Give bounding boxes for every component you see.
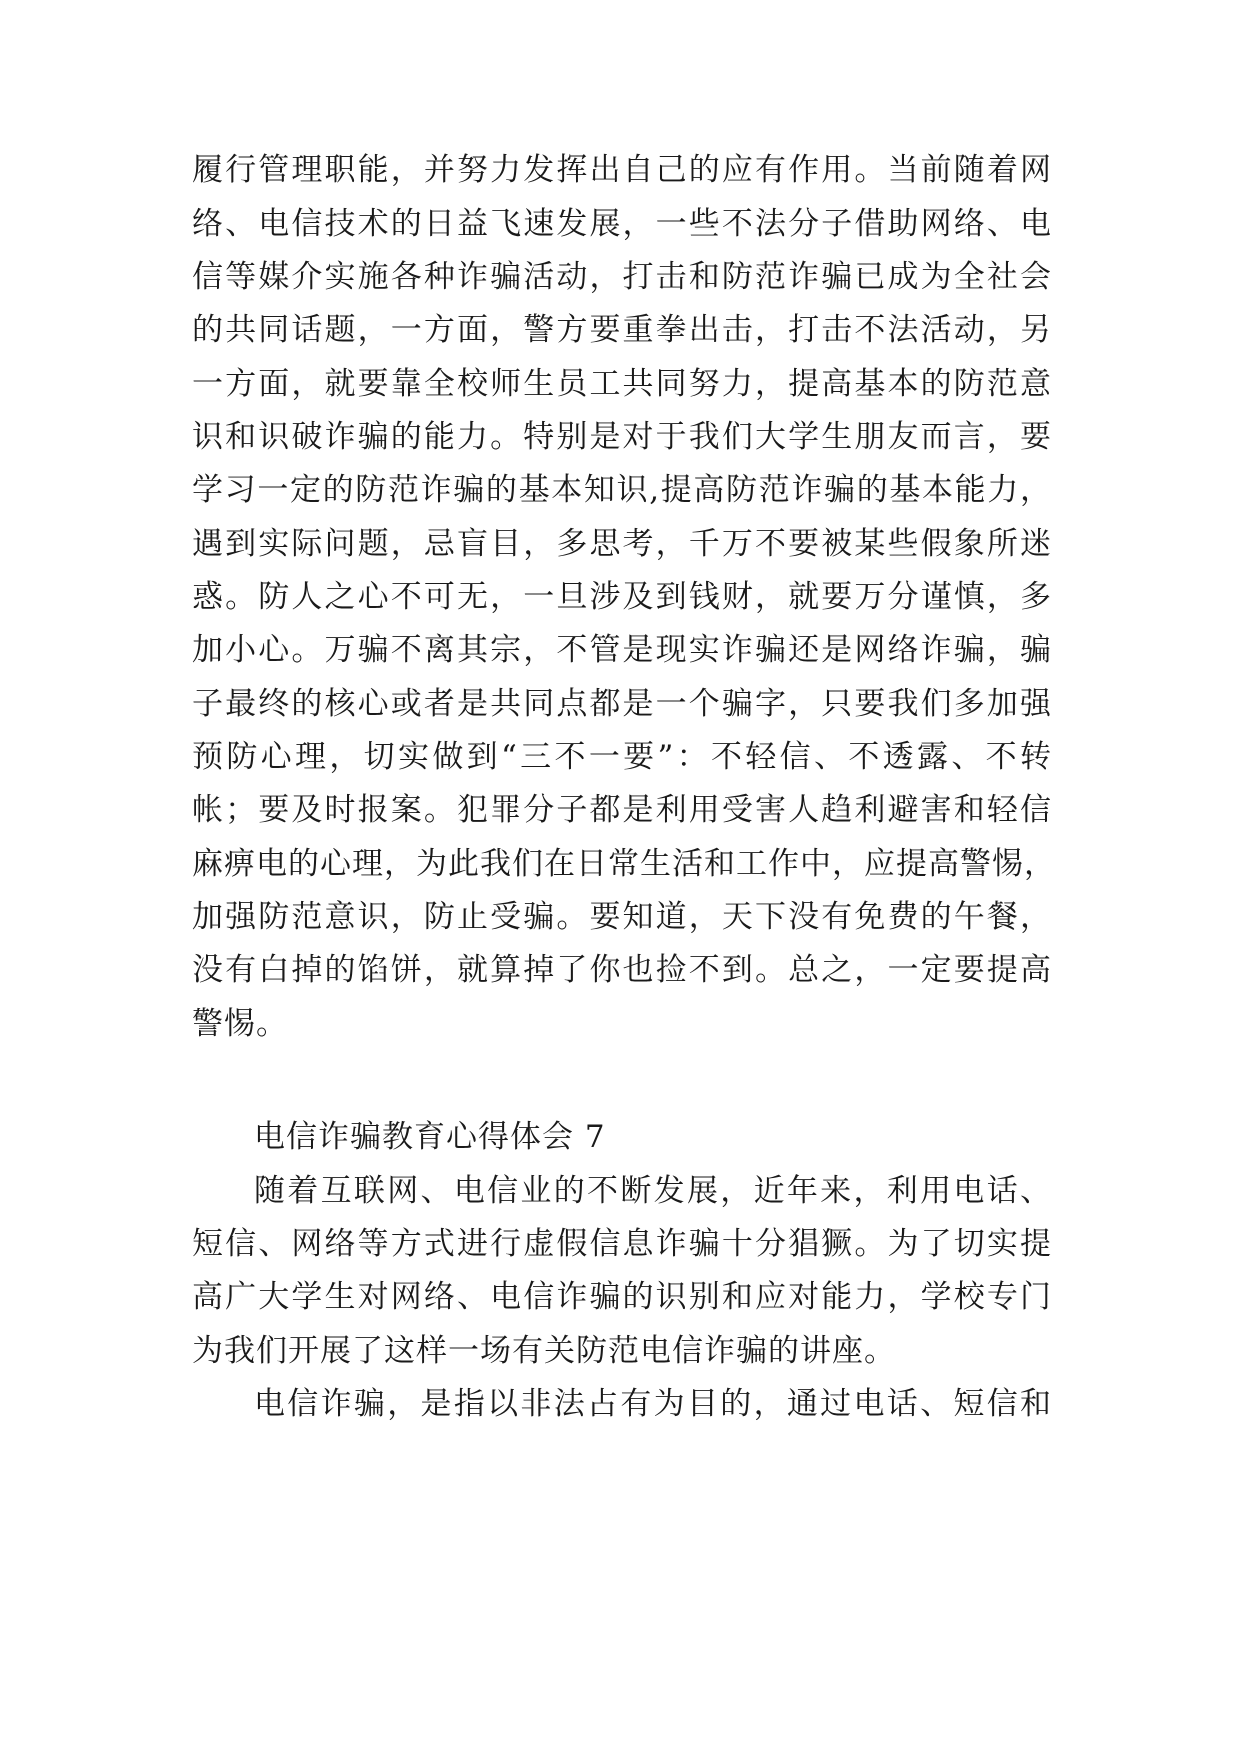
paragraph-line: 加小心。万骗不离其宗，不管是现实诈骗还是网络诈骗，骗 <box>192 632 1052 668</box>
section-heading: 电信诈骗教育心得体会 7 <box>254 1119 606 1155</box>
paragraph-line: 为我们开展了这样一场有关防范电信诈骗的讲座。 <box>192 1333 896 1369</box>
paragraph-line: 一方面，就要靠全校师生员工共同努力，提高基本的防范意 <box>192 366 1052 402</box>
paragraph-line: 履行管理职能，并努力发挥出自己的应有作用。当前随着网 <box>192 152 1052 188</box>
paragraph-line: 的共同话题，一方面，警方要重拳出击，打击不法活动，另 <box>192 312 1052 348</box>
paragraph-line: 信等媒介实施各种诈骗活动，打击和防范诈骗已成为全社会 <box>192 259 1052 295</box>
paragraph-line: 加强防范意识，防止受骗。要知道，天下没有免费的午餐， <box>192 899 1052 935</box>
paragraph-line: 子最终的核心或者是共同点都是一个骗字，只要我们多加强 <box>192 686 1052 722</box>
paragraph-line: 惑。防人之心不可无，一旦涉及到钱财，就要万分谨慎，多 <box>192 579 1052 615</box>
paragraph-line: 帐；要及时报案。犯罪分子都是利用受害人趋利避害和轻信 <box>192 792 1052 828</box>
paragraph-line: 警惕。 <box>192 1006 288 1042</box>
paragraph-line: 高广大学生对网络、电信诈骗的识别和应对能力，学校专门 <box>192 1279 1052 1315</box>
paragraph-line: 识和识破诈骗的能力。特别是对于我们大学生朋友而言，要 <box>192 419 1052 455</box>
paragraph-line: 学习一定的防范诈骗的基本知识,提高防范诈骗的基本能力， <box>192 472 1052 508</box>
paragraph-line: 随着互联网、电信业的不断发展，近年来，利用电话、 <box>254 1173 1052 1209</box>
paragraph-line: 络、电信技术的日益飞速发展，一些不法分子借助网络、电 <box>192 206 1052 242</box>
paragraph-line: 电信诈骗，是指以非法占有为目的，通过电话、短信和 <box>254 1386 1052 1422</box>
paragraph-line: 麻痹电的心理，为此我们在日常生活和工作中，应提高警惕， <box>192 846 1056 882</box>
paragraph-line: 没有白掉的馅饼，就算掉了你也捡不到。总之，一定要提高 <box>192 952 1052 988</box>
paragraph-line: 预防心理，切实做到“三不一要”：不轻信、不透露、不转 <box>192 739 1052 775</box>
paragraph-line: 遇到实际问题，忌盲目，多思考，千万不要被某些假象所迷 <box>192 526 1052 562</box>
paragraph-line: 短信、网络等方式进行虚假信息诈骗十分猖獗。为了切实提 <box>192 1226 1052 1262</box>
